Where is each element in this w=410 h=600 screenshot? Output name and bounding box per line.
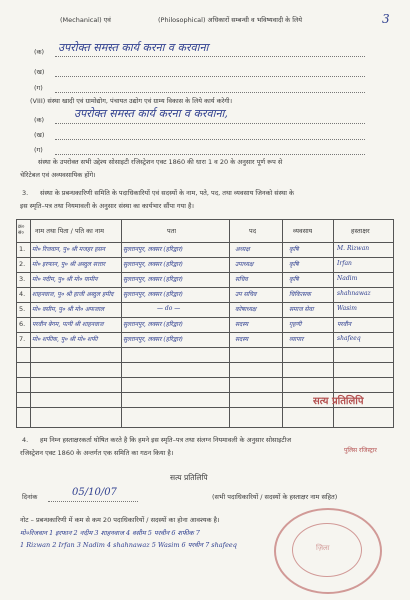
table-row-2-name: मो० इरफान, पु० श्री अब्दुल सत्तार: [32, 261, 106, 268]
row-rule: [17, 317, 393, 318]
table-row-6-signature: परवीन: [337, 321, 352, 328]
members-table: [16, 219, 394, 428]
table-row-2-occupation: कृषि: [289, 261, 299, 268]
registrar-stamp: पुलिस रजिस्ट्रार: [344, 447, 377, 454]
table-row-4-sno: 4.: [19, 290, 26, 298]
table-row-1-signature: M. Rizwan: [337, 245, 370, 252]
sec7-a-text: उपरोक्त समस्त कार्य करना व करवाना: [58, 41, 209, 54]
row-rule: [17, 257, 393, 258]
header-signature: हस्ताक्षर: [351, 227, 370, 235]
table-row-1-post: अध्यक्ष: [235, 246, 250, 253]
col-divider: [229, 220, 230, 427]
table-row-6-occupation: गृहणी: [289, 321, 302, 328]
row-rule: [17, 272, 393, 273]
table-row-5-sno: 5.: [19, 305, 26, 313]
header-name: नाम तथा पिता / पति का नाम: [35, 227, 105, 235]
table-row-6-name: परवीन बेगम, पत्नी श्री शाहनवाज: [32, 321, 104, 328]
table-row-5-signature: Wasim: [337, 305, 357, 312]
table-row-6-post: सदस्य: [235, 321, 249, 328]
table-row-4-post: उप सचिव: [235, 291, 257, 298]
table-row-5-occupation: समाज सेवा: [289, 306, 314, 313]
sec8-a-rule: [55, 123, 365, 124]
col-divider: [282, 220, 283, 427]
sec7-b-label: (ख): [34, 68, 45, 76]
sec8-heading: (VIII) संस्था खादी एवं ग्रामोद्योग, पंचायत उद्योग एवं ग्राम्य विकास के लिये कार्य करेगी।: [30, 97, 233, 105]
table-row-5-name: मो० वसीम, पु० श्री मो० अफजाल: [32, 306, 105, 313]
table-row-4-name: शाहनवाज, पु० श्री हाजी अब्दुल हमीद: [32, 291, 114, 298]
signatures-note: (सभी पदाधिकारियों / सदस्यों के हस्ताक्षर नाम सहित): [212, 493, 338, 501]
official-seal: [274, 508, 382, 594]
date-rule: [48, 501, 138, 502]
para3-line2: इस स्मृति–पत्र तथा नियमावली के अनुसार संस्था का कार्यभार सौंपा गया है।: [20, 202, 194, 210]
table-row-3-occupation: कृषि: [289, 276, 299, 283]
sec7-a-rule: [55, 56, 365, 57]
certified-copy-stamp: सत्य प्रतिलिपि: [313, 396, 364, 407]
table-row-2-sno: 2.: [19, 260, 26, 268]
top-line-right: (Philosophical) अधिकारों सम्बन्धी व भविष्यवादी के लिये: [158, 16, 303, 24]
table-row-3-signature: Nadim: [337, 275, 358, 282]
header-sno: क्र० सं०: [18, 224, 25, 236]
table-row-7-signature: shafeeq: [337, 335, 361, 342]
table-row-7-address: सुल्तानपुर, लक्सर (हरिद्वार): [123, 336, 183, 343]
sec7-a-label: (क): [34, 48, 45, 56]
table-row-5-post: कोषाध्यक्ष: [235, 306, 257, 313]
sec7-c-rule: [55, 92, 365, 93]
satya-pratilipi: सत्य प्रतिलिपि: [170, 473, 208, 482]
col-divider: [121, 220, 122, 427]
intro-line2: चेरिटेबल एवं अव्यवसायिक होंगे।: [20, 171, 96, 179]
table-row-7-sno: 7.: [19, 335, 26, 343]
row-rule: [17, 407, 393, 408]
table-row-1-name: मो० रिजवान, पु० श्री मजहर हसन: [32, 246, 105, 253]
sec8-a-label: (क): [34, 116, 45, 124]
table-row-4-signature: shahnawaz: [337, 290, 371, 297]
sec8-b-rule: [55, 139, 365, 140]
sec8-b-label: (ख): [34, 131, 45, 139]
footnote: नोट – प्रबन्धकारिणी में कम से कम 20 पदाधिकारियों / सदस्यों का होना आवश्यक है।: [20, 516, 220, 524]
intro-line1: संस्था के उपरोक्त सभी उद्देश्य सोसाइटी रजिस्ट्रेशन एक्ट 1860 की धारा 1 व 20 के अनुसार पूर्ण रूप से: [38, 158, 283, 166]
seal-text: ज़िला: [316, 544, 330, 552]
para3-line1: संस्था के प्रबन्धकारिणी समिति के पदाधिकारियों एवं सदस्यों के नाम, पते, पद, तथा व्यवसाय जिनको संस्था के: [40, 189, 294, 197]
row-rule: [17, 287, 393, 288]
bottom-signatures-line1: मो०रिजवान 1 इरफान 2 नदीम 3 शाहनवाज 4 वसीम 5 परवीन 6 शफीक 7: [20, 529, 200, 537]
para3-number: 3.: [22, 189, 29, 197]
table-row-2-post: उपाध्यक्ष: [235, 261, 254, 268]
table-row-1-sno: 1.: [19, 245, 26, 253]
table-row-3-post: सचिव: [235, 276, 248, 283]
table-row-7-name: मो० शफीक, पु० श्री मो० शफी: [32, 336, 98, 343]
header-rule: [17, 242, 393, 243]
bottom-signatures-line2: 1 Rizwan 2 Irfan 3 Nadim 4 shahnawaz 5 Wasim 6 परवीन 7 shafeeq: [20, 541, 237, 549]
row-rule: [17, 332, 393, 333]
date-value: 05/10/07: [72, 487, 117, 498]
table-row-3-sno: 3.: [19, 275, 26, 283]
sec8-c-rule: [55, 154, 365, 155]
table-row-1-occupation: कृषि: [289, 246, 299, 253]
row-rule: [17, 377, 393, 378]
table-row-3-name: मो० नदीम, पु० श्री मो० यामीन: [32, 276, 98, 283]
header-post: पद: [249, 227, 257, 235]
para4-number: 4.: [22, 436, 29, 444]
table-row-5-address: — do —: [157, 305, 181, 312]
page-number: 3: [382, 12, 390, 26]
sec7-b-rule: [55, 76, 365, 77]
table-row-4-address: सुल्तानपुर, लक्सर (हरिद्वार): [123, 291, 183, 298]
header-occupation: व्यवसाय: [293, 227, 313, 235]
para4-line2: रजिस्ट्रेशन एक्ट 1860 के अन्तर्गत एक समिति का गठन किया है।: [20, 449, 174, 457]
date-label: दिनांक: [22, 493, 38, 501]
header-address: पता: [167, 227, 177, 235]
row-rule: [17, 347, 393, 348]
sec7-c-label: (ग): [34, 84, 43, 92]
table-row-4-occupation: चिकित्सक: [289, 291, 311, 298]
table-row-6-sno: 6.: [19, 320, 26, 328]
row-rule: [17, 302, 393, 303]
col-divider: [30, 220, 31, 427]
sec8-a-text: उपरोक्त समस्त कार्य करना व करवाना,: [74, 107, 228, 120]
table-row-7-post: सदस्य: [235, 336, 249, 343]
table-row-7-occupation: व्यापार: [289, 336, 304, 343]
para4-line1: हम निम्न हस्ताक्षरकर्ता घोषित करते है कि हमने इस स्मृति–पत्र तथा संलग्न नियमावली के अनुसार सोसाइटीज: [40, 436, 292, 444]
table-row-2-address: सुल्तानपुर, लक्सर (हरिद्वार): [123, 261, 183, 268]
table-row-1-address: सुल्तानपुर, लक्सर (हरिद्वार): [123, 246, 183, 253]
table-row-6-address: सुल्तानपुर, लक्सर (हरिद्वार): [123, 321, 183, 328]
row-rule: [17, 362, 393, 363]
top-line-left: (Mechanical) एवं: [60, 16, 111, 24]
table-row-3-address: सुल्तानपुर, लक्सर (हरिद्वार): [123, 276, 183, 283]
table-row-2-signature: Irfan: [337, 260, 352, 267]
sec8-c-label: (ग): [34, 146, 43, 154]
